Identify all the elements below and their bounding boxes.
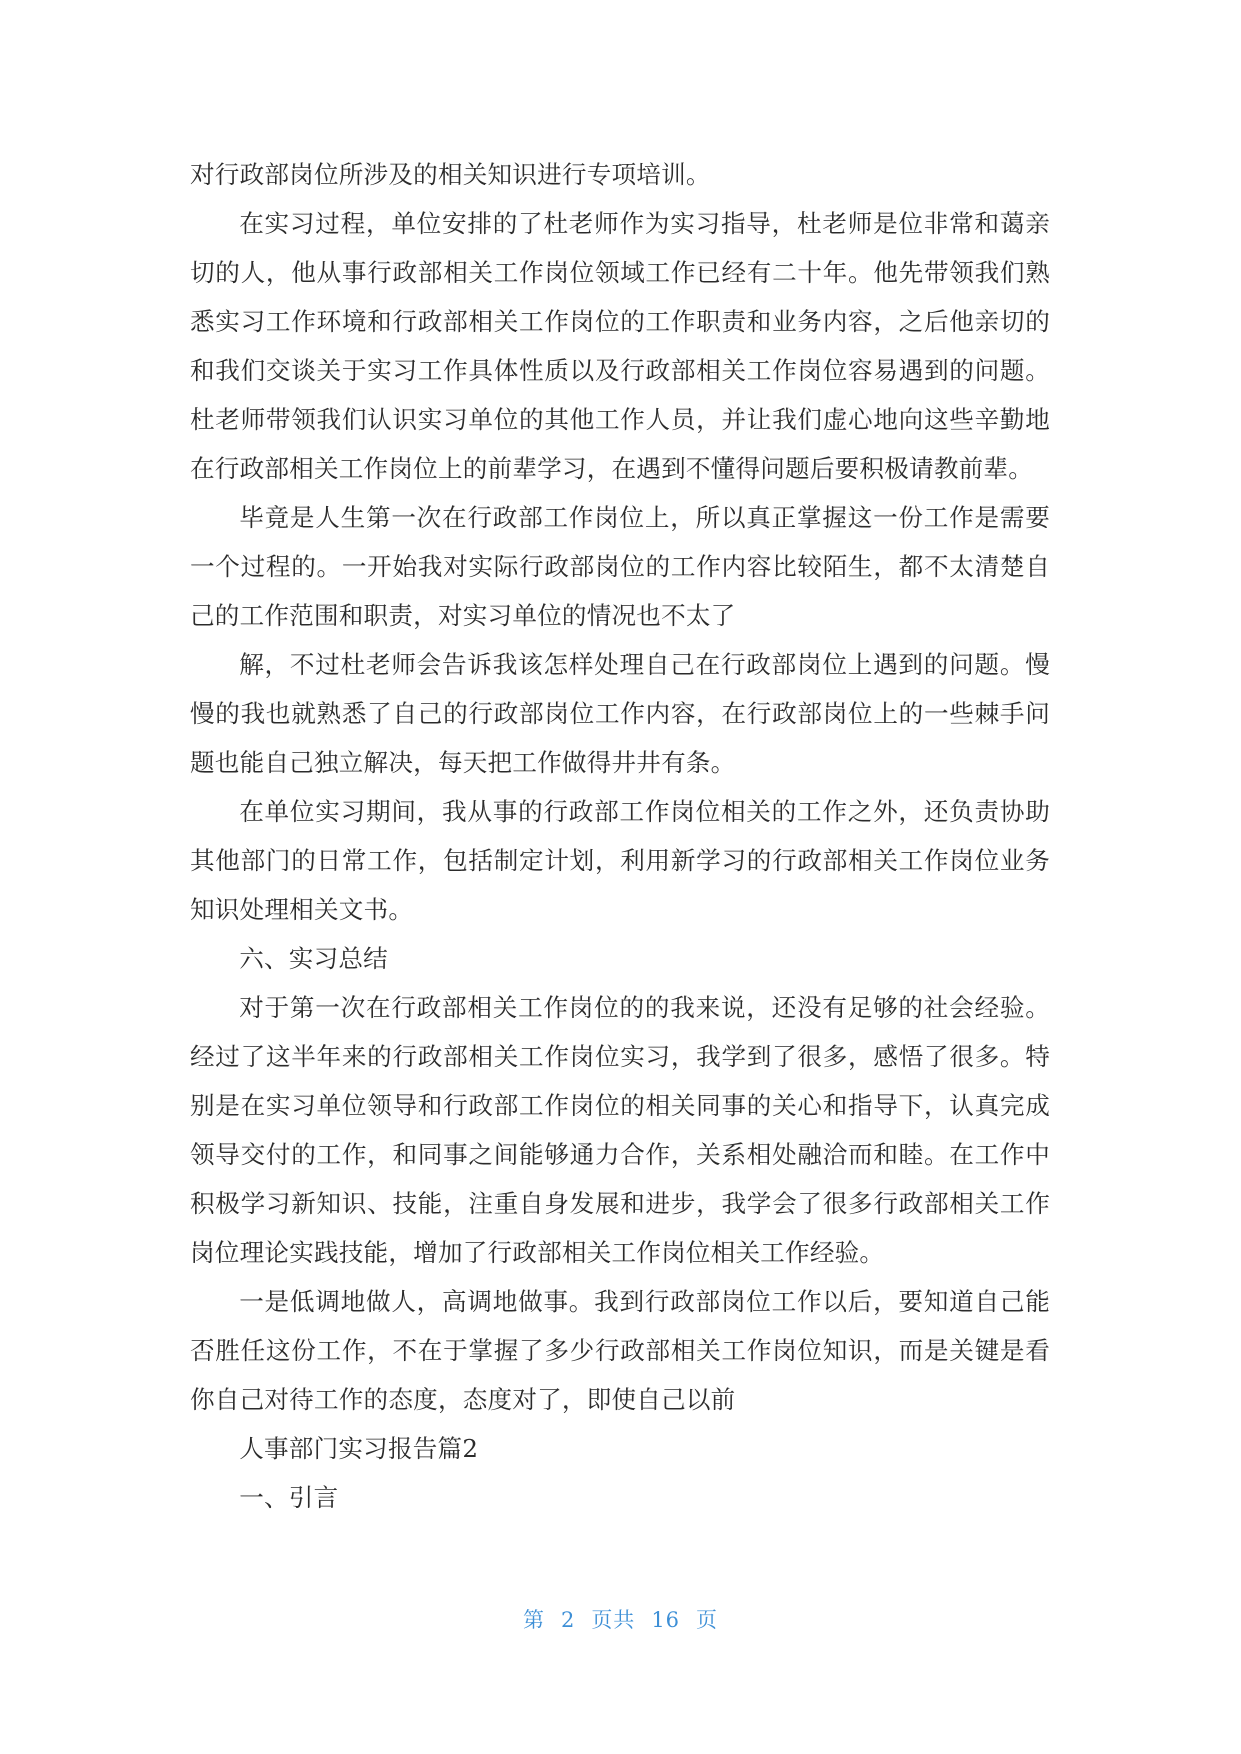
footer-label-of: 页共 [591,1608,636,1632]
footer-label-page: 第 [522,1608,545,1632]
section-heading-summary: 六、实习总结 [239,944,388,973]
section-heading-introduction: 一、引言 [239,1483,339,1512]
paragraph-5: 在单位实习期间，我从事的行政部工作岗位相关的工作之外，还负责协助其他部门的日常工作，包括制定计划，利用新学习的行政部相关工作岗位业务知识处理相关文书。 [190,797,1050,924]
page-footer [0,1604,1241,1634]
report-title-part-2: 人事部门实习报告篇2 [239,1434,479,1463]
paragraph-2: 在实习过程，单位安排的了杜老师作为实习指导，杜老师是位非常和蔼亲切的人，他从事行政部相关工作岗位领域工作已经有二十年。他先带领我们熟悉实习工作环境和行政部相关工作岗位的工作职责和业务内容，之后他亲切的和我们交谈关于实习工作具体性质以及行政部相关工作岗位容易遇到的问题。杜老师带领我们认识实习单位的其他工作人员，并让我们虚心地向这些辛勤地在行政部相关工作岗位上的前辈学习，在遇到不懂得问题后要积极请教前辈。 [190,209,1050,483]
paragraph-4: 解，不过杜老师会告诉我该怎样处理自己在行政部岗位上遇到的问题。慢慢的我也就熟悉了自己的行政部岗位工作内容，在行政部岗位上的一些棘手问题也能自己独立解决，每天把工作做得井井有条。 [190,650,1050,777]
paragraph-8: 一是低调地做人，高调地做事。我到行政部岗位工作以后，要知道自己能否胜任这份工作，不在于掌握了多少行政部相关工作岗位知识，而是关键是看你自己对待工作的态度，态度对了，即使自己以前 [190,1287,1050,1414]
footer-label-end: 页 [696,1608,719,1632]
footer-current-page: 2 [560,1608,576,1632]
paragraph-7: 对于第一次在行政部相关工作岗位的的我来说，还没有足够的社会经验。经过了这半年来的行政部相关工作岗位实习，我学到了很多，感悟了很多。特别是在实习单位领导和行政部工作岗位的相关同事的关心和指导下，认真完成领导交付的工作，和同事之间能够通力合作，关系相处融洽而和睦。在工作中积极学习新知识、技能，注重自身发展和进步，我学会了很多行政部相关工作岗位理论实践技能，增加了行政部相关工作岗位相关工作经验。 [190,993,1050,1267]
document-body [190,150,1050,1522]
paragraph-3: 毕竟是人生第一次在行政部工作岗位上，所以真正掌握这一份工作是需要一个过程的。一开始我对实际行政部岗位的工作内容比较陌生，都不太清楚自己的工作范围和职责，对实习单位的情况也不太了 [190,503,1050,630]
paragraph-1: 对行政部岗位所涉及的相关知识进行专项培训。 [190,160,711,189]
footer-total-pages: 16 [651,1608,681,1632]
